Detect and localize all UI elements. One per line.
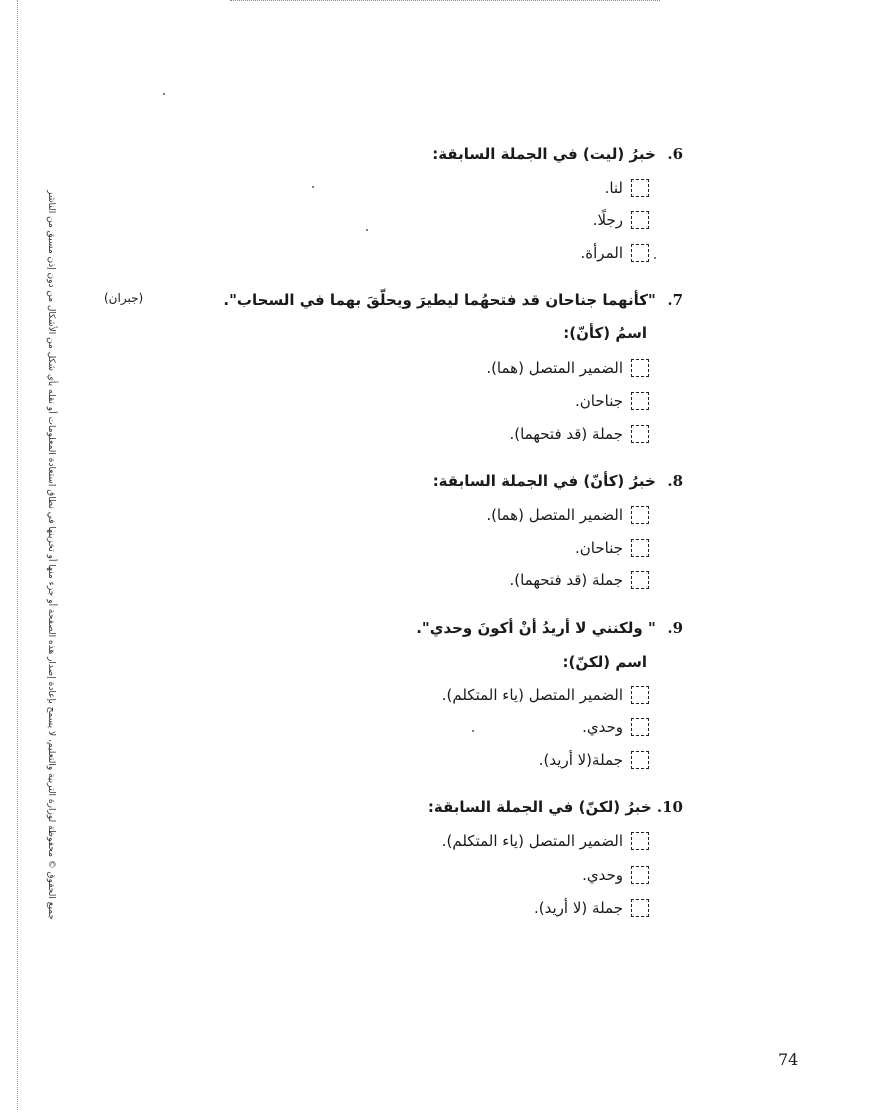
question-number: 8. [667, 472, 683, 490]
question-6 [432, 144, 683, 164]
checkbox[interactable] [631, 686, 649, 704]
question-9-subheading: اسم (لكنّ): [562, 653, 647, 671]
checkbox[interactable] [631, 244, 649, 262]
option-label: لنا. [604, 179, 623, 197]
question-8-option-3[interactable] [509, 570, 649, 590]
checkbox[interactable] [631, 425, 649, 443]
question-6-option-1[interactable] [605, 178, 649, 198]
option-label: وحدي. [582, 718, 623, 736]
option-label: جملة (قد فتحهما). [509, 425, 623, 443]
checkbox[interactable] [631, 866, 649, 884]
checkbox[interactable] [631, 506, 649, 524]
page-number: 74 [778, 1050, 799, 1069]
scan-speck [654, 257, 656, 259]
question-9-option-3[interactable] [539, 750, 649, 770]
question-9-option-2[interactable] [582, 717, 649, 737]
scan-speck [472, 730, 474, 732]
copyright-notice: جميع الحقوق © محفوظة لوزارة التربية والتعليم، لا يسمح بإعادة إصدار هذه الصفحة أو جزء منها أو تخزينها في نطاق استعادة المعلومات أو نقله بأي شكل من الأشكال من دون إذن مسبق من الناشر [46, 190, 56, 920]
question-number: 10. [656, 798, 683, 816]
question-10-option-1[interactable] [442, 831, 649, 851]
question-6-option-2[interactable] [593, 210, 649, 230]
checkbox[interactable] [631, 832, 649, 850]
question-7-subheading: اسمُ (كأنّ): [563, 324, 647, 342]
question-7-option-1[interactable] [486, 358, 649, 378]
scan-speck [312, 186, 314, 188]
question-text: "كأنهما جناحان قد فتحهُما ليطيرَ ويحلّقَ بهما في السحاب". [223, 291, 656, 309]
question-number: 6. [667, 145, 683, 163]
checkbox[interactable] [631, 211, 649, 229]
option-label: الضمير المتصل (ياء المتكلم). [441, 832, 623, 850]
option-label: جملة(لا أريد). [538, 751, 623, 769]
question-10 [428, 797, 683, 817]
scan-speck [366, 229, 368, 231]
question-10-option-2[interactable] [582, 865, 649, 885]
checkbox[interactable] [631, 899, 649, 917]
option-label: رجلًا. [592, 211, 623, 229]
question-number: 9. [667, 619, 683, 637]
scan-speck [163, 93, 165, 95]
question-text: خبرُ (لكنّ) في الجملة السابقة: [427, 798, 652, 816]
option-label: جملة (قد فتحهما). [509, 571, 623, 589]
question-10-option-3[interactable] [534, 898, 649, 918]
option-label: جناحان. [575, 392, 623, 410]
option-label: الضمير المتصل (هما). [486, 359, 623, 377]
question-9-option-1[interactable] [442, 685, 649, 705]
question-8-option-1[interactable] [486, 505, 649, 525]
option-label: جملة (لا أريد). [534, 899, 623, 917]
option-label: الضمير المتصل (ياء المتكلم). [441, 686, 623, 704]
quote-source: (جبران) [104, 291, 144, 305]
checkbox[interactable] [631, 539, 649, 557]
scan-edge-top [230, 0, 660, 1]
question-text: " ولكنني لا أريدُ أنْ أكونَ وحدي". [416, 619, 656, 637]
checkbox[interactable] [631, 179, 649, 197]
question-7-option-3[interactable] [509, 424, 649, 444]
question-number: 7. [667, 291, 683, 309]
question-8 [433, 471, 683, 491]
checkbox[interactable] [631, 718, 649, 736]
question-6-option-3[interactable] [581, 243, 649, 263]
checkbox[interactable] [631, 392, 649, 410]
scan-edge-left [17, 0, 18, 1110]
question-7-option-2[interactable] [575, 391, 649, 411]
question-9 [416, 618, 683, 638]
option-label: وحدي. [582, 866, 623, 884]
option-label: الضمير المتصل (هما). [486, 506, 623, 524]
checkbox[interactable] [631, 571, 649, 589]
option-label: جناحان. [575, 539, 623, 557]
checkbox[interactable] [631, 359, 649, 377]
question-text: خبرُ (ليت) في الجملة السابقة: [432, 145, 656, 163]
question-text: خبرُ (كأنّ) في الجملة السابقة: [432, 472, 656, 490]
question-7 [223, 290, 683, 310]
option-label: المرأة. [580, 244, 623, 262]
checkbox[interactable] [631, 751, 649, 769]
question-8-option-2[interactable] [575, 538, 649, 558]
